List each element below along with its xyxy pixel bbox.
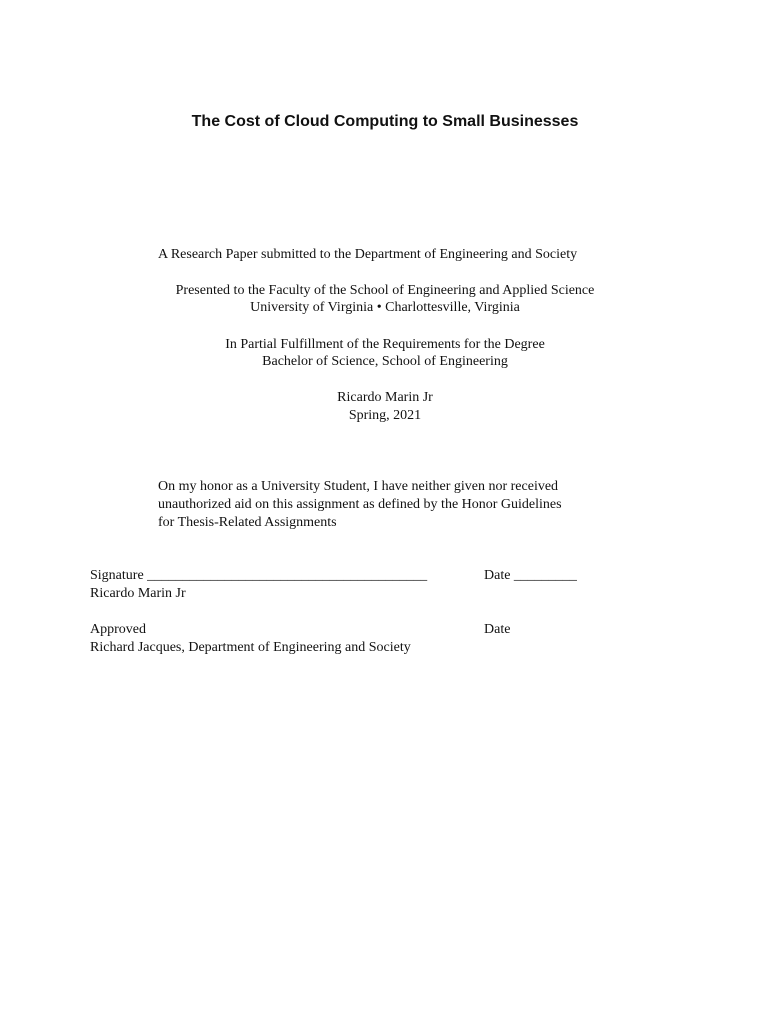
fulfillment-line-1: In Partial Fulfillment of the Requirements for the Degree xyxy=(225,337,545,352)
presented-line-1: Presented to the Faculty of the School of Engineering and Applied Science xyxy=(175,283,595,298)
honor-line-1: On my honor as a University Student, I have neither given nor received xyxy=(158,479,559,494)
approved-label: Approved xyxy=(90,622,146,637)
author-name: Ricardo Marin Jr xyxy=(337,390,433,405)
honor-line-3: for Thesis-Related Assignments xyxy=(158,515,337,530)
presented-line-2: University of Virginia • Charlottesville, Virginia xyxy=(250,300,520,315)
signature-date-line: Date _________ xyxy=(484,568,577,583)
signature-line: Signature ________________________________________ xyxy=(90,568,428,583)
submitted-statement: A Research Paper submitted to the Department of Engineering and Society xyxy=(158,247,578,262)
honor-line-2: unauthorized aid on this assignment as defined by the Honor Guidelines xyxy=(158,497,562,512)
approver-name: Richard Jacques, Department of Engineering and Society xyxy=(90,640,411,655)
approved-date: Date xyxy=(484,622,511,637)
document-title: The Cost of Cloud Computing to Small Businesses xyxy=(191,113,579,130)
fulfillment-line-2: Bachelor of Science, School of Engineering xyxy=(262,354,508,369)
term: Spring, 2021 xyxy=(348,408,422,423)
signature-name: Ricardo Marin Jr xyxy=(90,586,186,601)
